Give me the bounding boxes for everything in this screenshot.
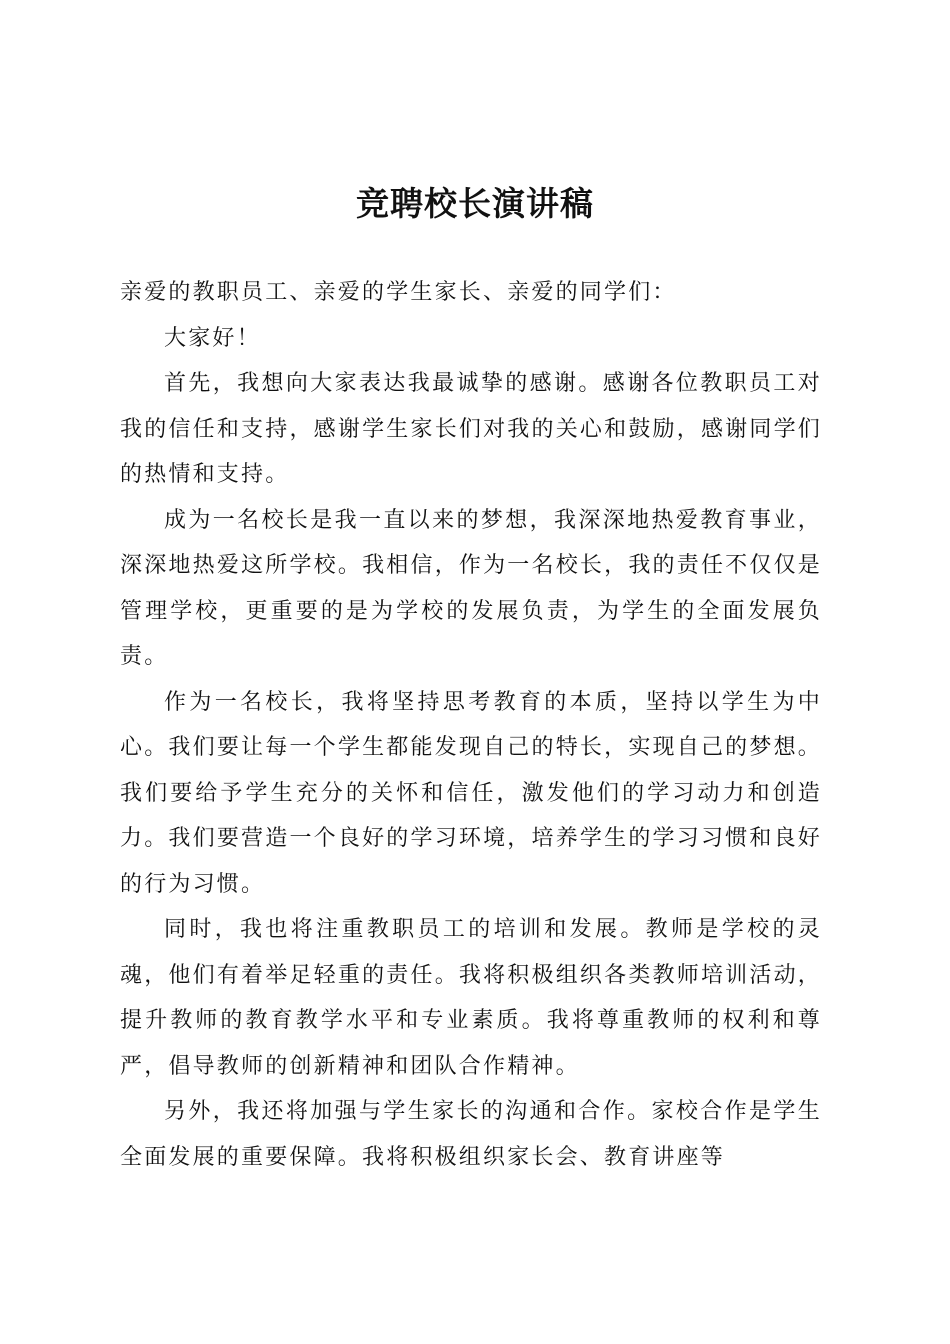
paragraph-student-centered: 作为一名校长，我将坚持思考教育的本质，坚持以学生为中心。我们要让每一个学生都能发现自己的特长，实现自己的梦想。我们要给予学生充分的关怀和信任，激发他们的学习动力和创造力。我们要营造一个良好的学习环境，培养学生的学习习惯和良好的行为习惯。 <box>120 689 822 897</box>
paragraph-greeting: 大家好！ <box>164 325 261 351</box>
salutation: 亲爱的教职员工、亲爱的学生家长、亲爱的同学们： <box>120 280 677 305</box>
paragraph-teacher-development: 同时，我也将注重教职员工的培训和发展。教师是学校的灵魂，他们有着举足轻重的责任。我将积极组织各类教师培训活动，提升教师的教育教学水平和专业素质。我将尊重教师的权利和尊严，倡导教师的创新精神和团队合作精神。 <box>120 917 822 1079</box>
document-title: 竞聘校长演讲稿 <box>356 184 594 223</box>
paragraph-parent-cooperation: 另外，我还将加强与学生家长的沟通和合作。家校合作是学生全面发展的重要保障。我将积极组织家长会、教育讲座等 <box>120 1099 822 1170</box>
paragraph-dream: 成为一名校长是我一直以来的梦想，我深深地热爱教育事业，深深地热爱这所学校。我相信，作为一名校长，我的责任不仅仅是管理学校，更重要的是为学校的发展负责，为学生的全面发展负责。 <box>120 507 822 669</box>
document-body <box>120 270 822 1180</box>
paragraph-thanks: 首先，我想向大家表达我最诚挚的感谢。感谢各位教职员工对我的信任和支持，感谢学生家长们对我的关心和鼓励，感谢同学们的热情和支持。 <box>120 371 822 487</box>
